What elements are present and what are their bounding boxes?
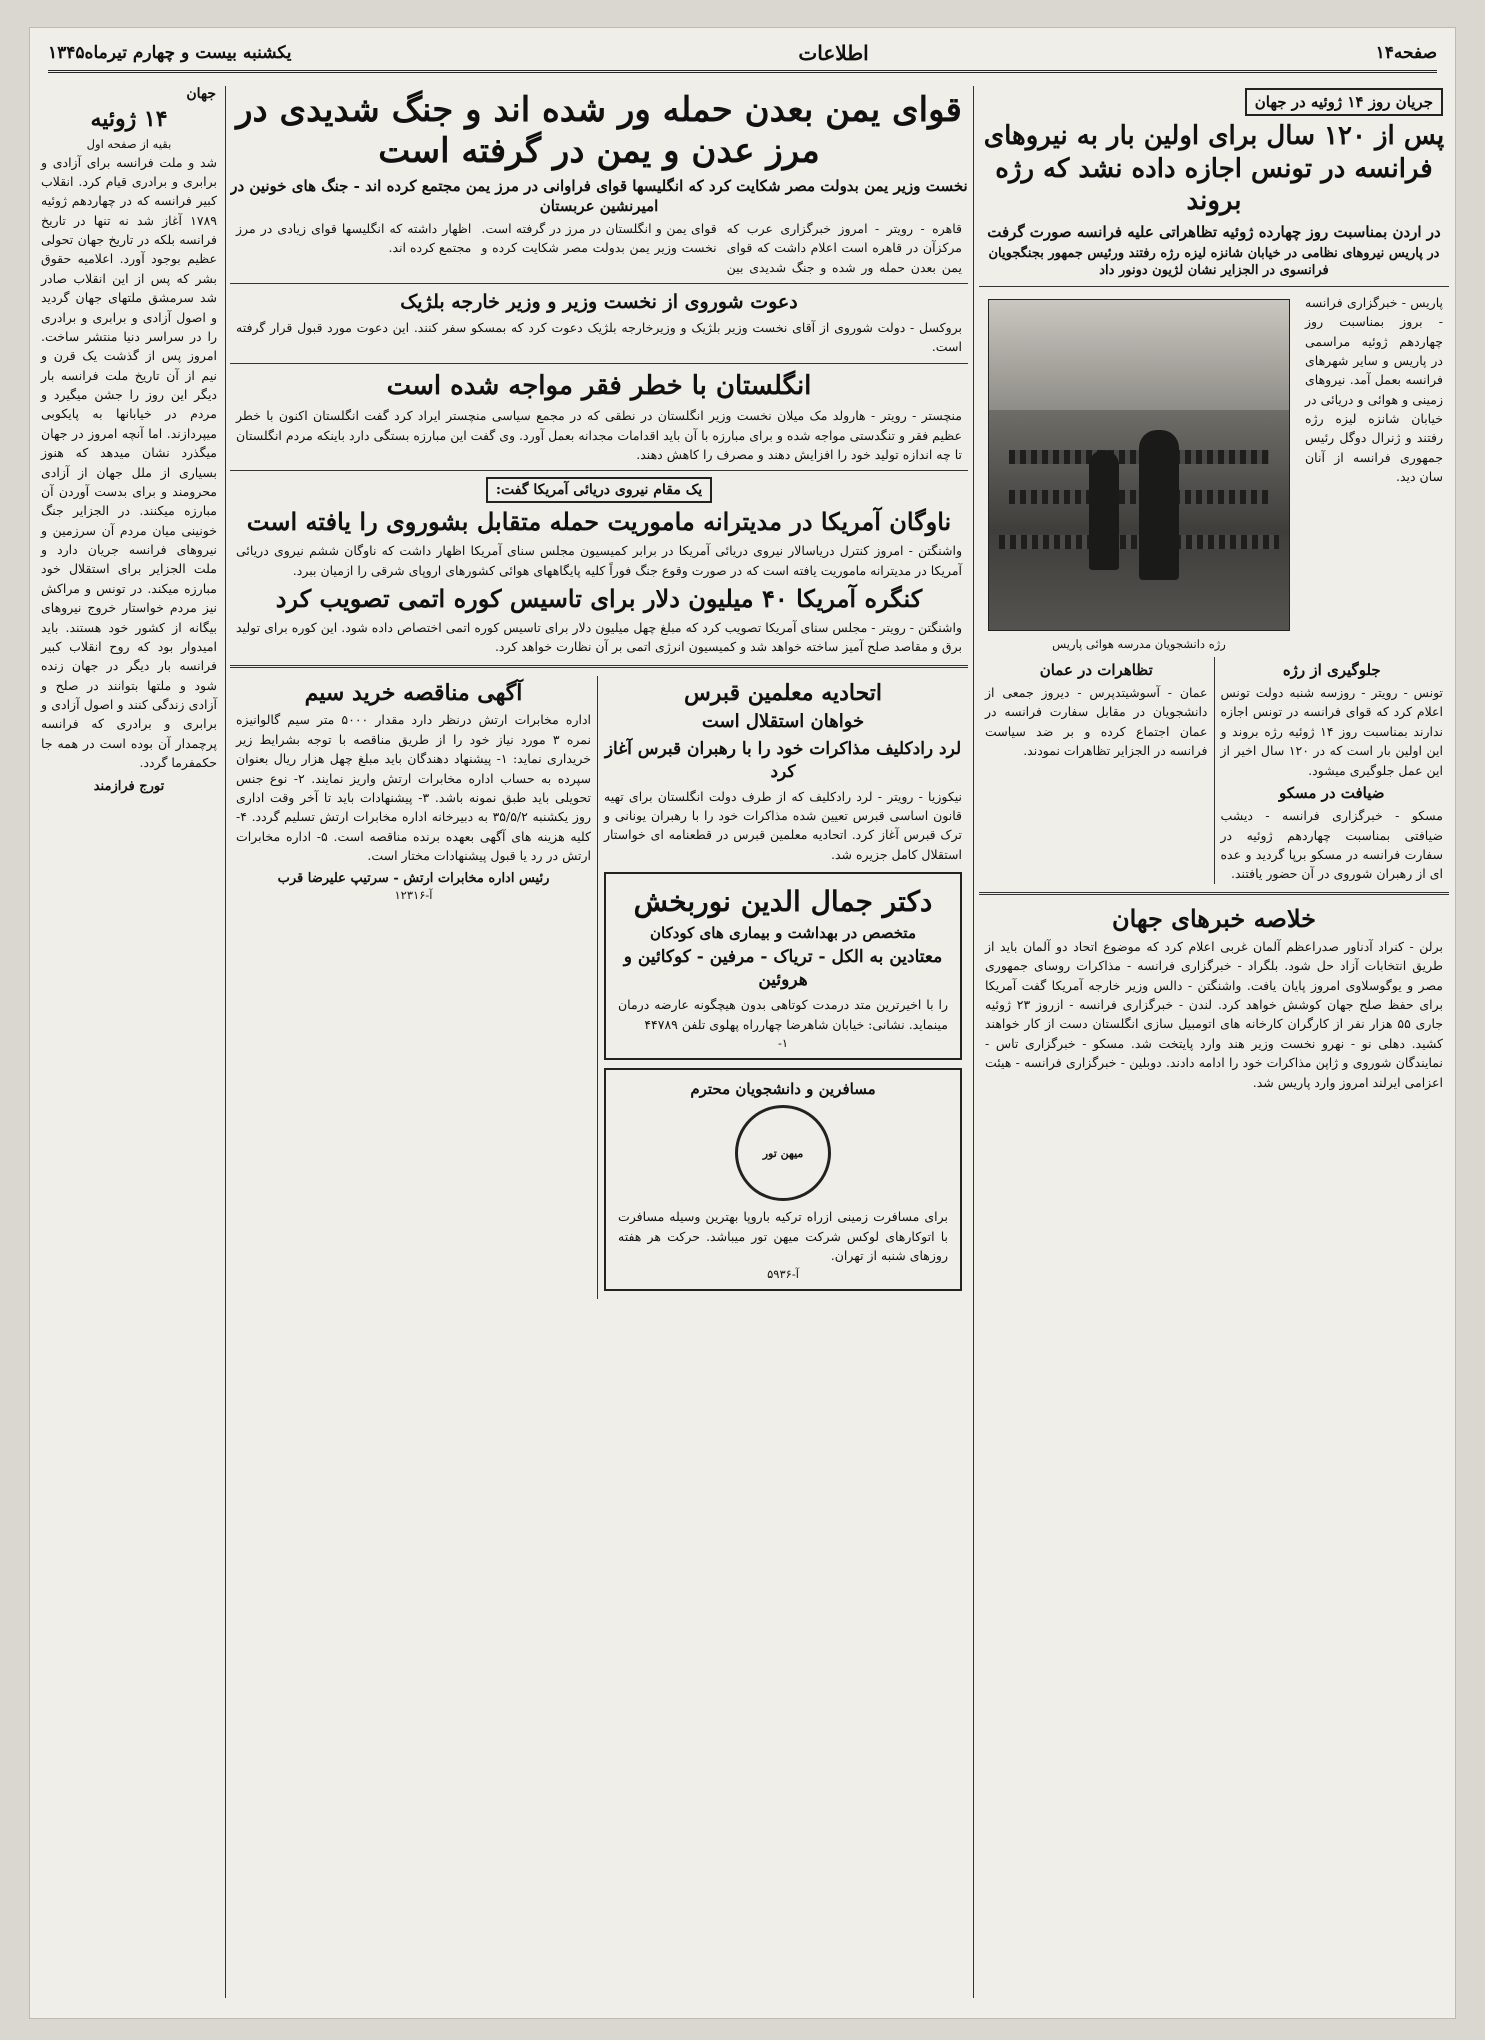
doctor-name: دکتر جمال الدین نوربخش bbox=[633, 885, 933, 919]
travel-brand: میهن تور bbox=[762, 1146, 804, 1160]
issue-date: یکشنبه بیست و چهارم تیرماه۱۳۴۵ bbox=[48, 43, 292, 63]
continued-note: بقیه از صفحه اول bbox=[86, 136, 172, 151]
cyprus-sub: خواهان استقلال است bbox=[701, 711, 865, 733]
section-box-july14: جریان روز ۱۴ ژوئیه در جهان bbox=[1245, 88, 1443, 116]
travel-head: مسافرین و دانشجویان محترم bbox=[690, 1079, 876, 1098]
tender-head: آگهی مناقصه خرید سیم bbox=[304, 679, 523, 706]
column-right bbox=[979, 86, 1449, 1998]
yemen-headline: قوای یمن بعدن حمله ور شده اند و جنگ شدیدی در مرز عدن و یمن در گرفته است bbox=[236, 90, 962, 171]
congress-body: واشنگتن - رویتر - مجلس سنای آمریکا تصویب کرد که مبلغ چهل میلیون دلار برای تاسیس کوره اتمی اختصاص داده شود. این کوره برای تولید برق و مقاصد صلح آمیز ساخته خواهد شد و کمیسیون انرژی اتمی بر آن نظارت خواهد کرد. bbox=[236, 620, 962, 655]
amman-head: تظاهرات در عمان bbox=[1039, 660, 1153, 679]
world-summary-head: خلاصه خبرهای جهان bbox=[1111, 903, 1317, 933]
parade-ban-head: جلوگیری از رژه bbox=[1282, 660, 1381, 679]
travel-code: آ-۵۹۳۶ bbox=[767, 1267, 799, 1282]
paris-body: پاریس - خبرگزاری فرانسه - بروز بمناسبت روز چهاردهم ژوئیه مراسمی در پاریس و سایر شهرهای فرانسه بعمل آمد. نیروهای زمینی و هوائی و دریائی در خیابان شانزه لیزه رژه رفتند و ژنرال دوگل رئیس جمهوری فرانسه از آنان سان دید. bbox=[1305, 294, 1443, 485]
section-world: جهان bbox=[186, 86, 216, 102]
tender-body: اداره مخابرات ارتش درنظر دارد مقدار ۵۰۰۰ متر سیم گالوانیزه نمره ۳ مورد نیاز خود را از طریق مناقصه با توجه بشرایط زیر خریداری نماید: ۱- پیشنهاد دهندگان باید مبلغ چهل هزار ریال بعنوان سپرده به حساب اداره مخابرات ارتش واریز نمایند. ۲- نوع جنس تحویلی باید طبق نمونه باشد. ۳- پیشنهادات باید تا آخر وقت اداری روز یکشنبه ۳۵/۵/۲ به دبیرخانه اداره مخابرات ارتش تسلیم گردد. ۴- کلیه هزینه های آگهی بعهده برنده مناقصه است. ۵- اداره مخابرات ارتش در رد یا قبول پیشنهادات مختار است. bbox=[236, 712, 592, 863]
travel-ad bbox=[604, 1068, 962, 1291]
author-signature: تورج فرازمند bbox=[93, 778, 165, 794]
navy-box: یک مقام نیروی دریائی آمریکا گفت: bbox=[486, 477, 712, 503]
uk-poverty-body: منچستر - رویتر - هارولد مک میلان نخست وزیر انگلستان در نطقی که در مجمع سیاسی منچستر ایراد کرد گفت انگلستان اکنون با خطر عظیم فقر و تنگدستی مواجه شده و برای مبارزه با آن باید اقدامات مجدانه بعمل آورد. وی گفت این مبارزه بستگی دارد باینکه مردم انگلستان تا چه اندازه تولید خود را افزایش دهند و مصرف را کاهش دهند. bbox=[236, 408, 962, 462]
july14-body: شد و ملت فرانسه برای آزادی و برابری و برادری قیام کرد. انقلاب کبیر فرانسه که در چهاردهم ژوئیه ۱۷۸۹ آغاز شد نه تنها در تاریخ فرانسه بلکه در تاریخ جهان تحولی عظیم بوجود آورد. اعلامیه حقوق بشر که پس از این انقلاب صادر شد سرمشق ملتهای جهان گردید و اصول آزادی و برابری و برادری را در سراسر دنیا منتشر ساخت. امروز پس از گذشت یک قرن و نیم از آن تاریخ ملت فرانسه بار دیگر این روز را جشن میگیرد و مردم در خیابانها به پایکوبی میپردازند. اما آنچه امروز در جهان میگذرد نشان میدهد که هنوز بسیاری از ملل جهان از آزادی محرومند و برای بدست آوردن آن مبارزه میکنند. در الجزایر جنگ خونینی میان مردم آن سرزمین و نیروهای فرانسه جریان دارد و ملت الجزایر برای استقلال خود مبارزه میکند. در تونس و مراکش نیز مردم خواستار خروج نیروهای بیگانه از کشور خود هستند. باید امیدوار بود که روح انقلاب کبیر فرانسه بار دیگر در جهان زنده شود و ملتها بتوانند در صلح و آزادی زندگی کنند و اصول آزادی و برابری و برادری که فرانسه پرچمدار آن بوده است در همه جا حکمفرما گردد. bbox=[41, 154, 217, 771]
world-summary-body: برلن - کنراد آدناور صدراعظم آلمان غربی اعلام کرد که موضوع اتحاد دو آلمان باید از طریق انتخابات آزاد حل شود. بلگراد - خبرگزاری فرانسه - مذاکرات روسای جمهوری مصر و یوگوسلاوی امروز پایان یافت. واشنگتن - دالس وزیر خارجه آمریکا گفت آمریکا برای حفظ صلح جهان کوشش خواهد کرد. لندن - خبرگزاری فرانسه - ازروز ۲۳ ژوئیه جاری ۵۵ هزار نفر از کارگران کارخانه های اتومبیل سازی انگلستان دست از کار خواهند کشید. دهلی نو - نهرو نخست وزیر هند وارد پایتخت شد. مسکو - خبرگزاری تاس - نمایندگان شوروی و ژاپن مذاکرات خود را ادامه دادند. دوبلین - خبرگزاری فرانسه - هیئت اعزامی ایرلند امروز وارد پاریس شد. bbox=[985, 938, 1443, 1090]
tender-code: آ-۱۲۳۱۶ bbox=[394, 888, 433, 903]
newspaper-page bbox=[30, 28, 1455, 2018]
doctor-addiction: معتادین به الکل - تریاک - مرفین - کوکائین و هروئین bbox=[623, 947, 943, 991]
cyprus-body: نیکوزیا - رویتر - لرد رادکلیف که از طرف دولت انگلستان برای تهیه قانون اساسی قبرس تعیین شده مذاکرات خود را با رهبران یونانی و ترک قبرس آغاز کرد. اتحادیه معلمین قبرس در قطعنامه ای خواستار استقلال کامل جزیره شد. bbox=[604, 788, 962, 862]
doctor-specialty: متخصص در بهداشت و بیماری های کودکان bbox=[649, 924, 916, 943]
photo-caption: رژه دانشجویان مدرسه هوائی پاریس bbox=[1052, 636, 1226, 651]
jordan-subhead: در اردن بمناسبت روز چهارده ژوئیه تظاهراتی علیه فرانسه صورت گرفت bbox=[987, 222, 1441, 241]
amman-body: عمان - آسوشیتدپرس - دیروز جمعی از دانشجویان در مقابل سفارت فرانسه در عمان اجتماع کرده و بر ضد سیاست فرانسه در الجزایر تظاهرات نمودند. bbox=[985, 685, 1208, 759]
congress-head: کنگره آمریکا ۴۰ میلیون دلار برای تاسیس کوره اتمی تصویب کرد bbox=[275, 584, 923, 614]
column-middle bbox=[230, 86, 968, 1998]
mihan-tour-logo bbox=[735, 1105, 831, 1201]
yemen-subhead: نخست وزیر یمن بدولت مصر شکایت کرد که انگلیسها قوای فراوانی در مرز یمن مجتمع کرده اند - جنگ های خونین در امیرنشین عربستان bbox=[230, 176, 968, 215]
cyprus-head: اتحادیه معلمین قبرس bbox=[683, 679, 883, 706]
belgium-head: دعوت شوروی از نخست وزیر و وزیر خارجه بلژیک bbox=[400, 291, 798, 314]
belgium-body: بروکسل - دولت شوروی از آقای نخست وزیر بلژیک و وزیرخارجه بلژیک دعوت کرد که بمسکو سفر کنند. این دعوت مورد قبول قرار گرفته است. bbox=[236, 319, 962, 355]
doctor-ad bbox=[604, 872, 962, 1060]
masthead bbox=[48, 36, 1437, 73]
column-left bbox=[38, 86, 220, 1998]
parade-photo bbox=[988, 299, 1290, 631]
july14-headline: ۱۴ ژوئیه bbox=[90, 106, 168, 132]
doctor-body: را با اخیرترین متد درمدت کوتاهی بدون هیچگونه عارضه درمان مینماید. نشانی: خیابان شاهرضا چهارراه پهلوی تلفن ۴۴۷۸۹ bbox=[618, 997, 948, 1032]
uk-poverty-head: انگلستان با خطر فقر مواجه شده است bbox=[386, 370, 812, 401]
parade-ban-body: تونس - رویتر - روزسه شنبه دولت تونس اعلام کرد که قوای فرانسه در تونس اجازه ندارند بمناسبت روز ۱۴ ژوئیه رژه بروند و این اولین بار است که در ۱۲۰ سال اخیر از این عمل جلوگیری میشود. bbox=[1220, 685, 1443, 778]
moscow-reception-head: ضیافت در مسکو bbox=[1278, 783, 1385, 802]
navy-body: واشنگتن - امروز کنترل دریاسالار نیروی دریائی آمریکا در برابر کمیسیون مجلس سنای آمریکا اظهار داشت که ناوگان ششم نیروی دریائی آمریکا در مدیترانه ماموریت یافته است که در صورت وقوع جنگ فوراً کلیه پایگاههای هوائی کشورهای اروپای شرقی را ازمیان ببرد. bbox=[236, 543, 962, 578]
paper-name: اطلاعات bbox=[798, 41, 869, 65]
cyprus-sub2: لرد رادکلیف مذاکرات خود را با رهبران قبرس آغاز کرد bbox=[604, 738, 962, 782]
tender-signature: رئیس اداره مخابرات ارتش - سرتیپ علیرضا قرب bbox=[277, 871, 550, 887]
moscow-reception-body: مسکو - خبرگزاری فرانسه - دیشب ضیافتی بمناسبت چهاردهم ژوئیه در سفارت فرانسه در مسکو برپا گردید و عده ای از رهبران شوروی در آن حضور یافتند. bbox=[1220, 808, 1443, 882]
travel-body: برای مسافرت زمینی ازراه ترکیه باروپا بهترین وسیله مسافرت با اتوکارهای لوکس شرکت میهن تور میباشد. حرکت هر هفته روزهای شنبه از تهران. bbox=[618, 1209, 948, 1263]
page-number: صفحه۱۴ bbox=[1375, 43, 1437, 63]
paris-subhead: در پاریس نیروهای نظامی در خیابان شانزه لیزه رژه رفتند ورئیس جمهور بجنگجویان فرانسوی در الجزایر نشان لژیون دونور داد bbox=[988, 245, 1440, 279]
navy-head: ناوگان آمریکا در مدیترانه ماموریت حمله متقابل بشوروی را یافته است bbox=[246, 507, 952, 537]
tunisia-headline: پس از ۱۲۰ سال برای اولین بار به نیروهای فرانسه در تونس اجازه داده نشد که رژه بروند bbox=[983, 121, 1445, 216]
yemen-body: قاهره - رویتر - امروز خبرگزاری عرب که مرکزآن در قاهره است اعلام داشت که قوای یمن بعدن حمله ور شده و جنگ شدیدی بین قوای یمن و انگلستان در مرز در گرفته است. نخست وزیر یمن بدولت مصر شکایت کرده و اظهار داشته که انگلیسها قوای زیادی در مرز مجتمع کرده اند. bbox=[236, 221, 962, 275]
doctor-code: ۱- bbox=[777, 1035, 789, 1050]
